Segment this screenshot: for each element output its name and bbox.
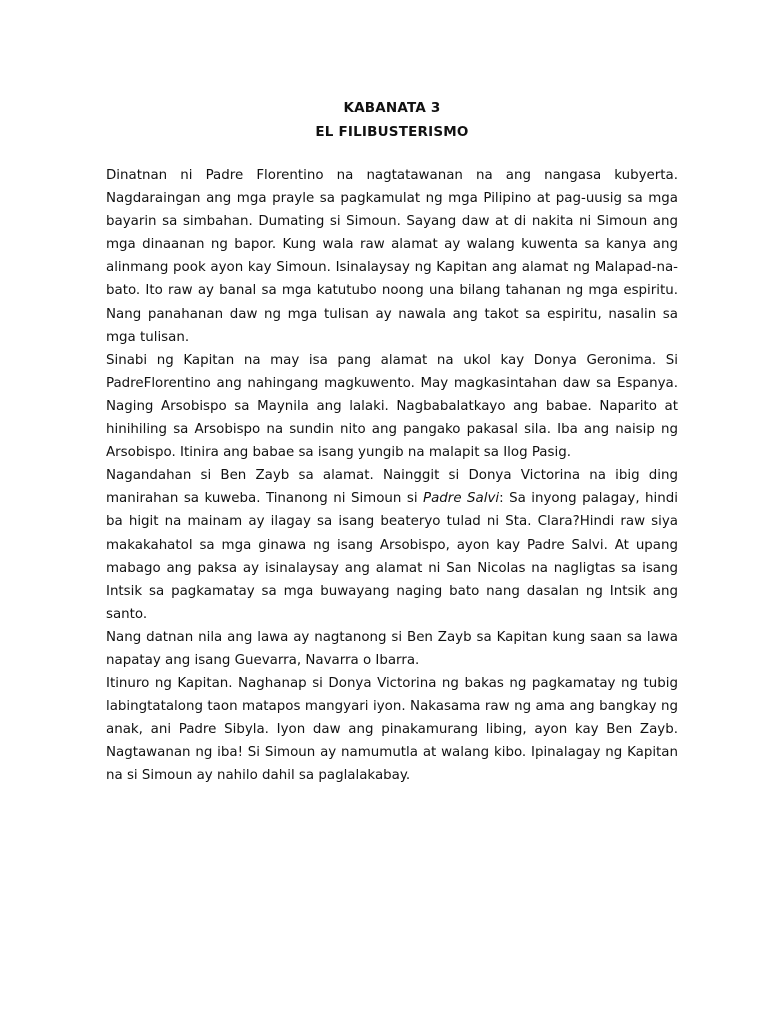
book-title: EL FILIBUSTERISMO bbox=[315, 124, 469, 140]
paragraph-1: Dinatnan ni Padre Florentino na nagtatawanan na ang nangasa kubyerta. Nagdaraingan ang mga prayle sa pagkamulat ng mga Pilipino at pag-uusig sa mga bayarin sa simbahan. Dumating si Simoun. Sayang daw at di nakita ni Simoun ang mga dinaanan ng bapor. Kung wala raw alamat ay walang kuwenta sa kanya ang alinmang pook ayon kay Simoun. Isinalaysay ng Kapitan ang alamat ng Malapad-na-bato. Ito raw ay banal sa mga katutubo noong una bilang tahanan ng mga espiritu. Nang panahanan daw ng mga tulisan ay nawala ang takot sa espiritu, nasalin sa mga tulisan. bbox=[106, 168, 678, 345]
paragraph-4: Nang datnan nila ang lawa ay nagtanong si Ben Zayb sa Kapitan kung saan sa lawa napatay ang isang Guevarra, Navarra o Ibarra. bbox=[106, 629, 678, 668]
paragraph-5: Itinuro ng Kapitan. Naghanap si Donya Victorina ng bakas ng pagkamatay ng tubig labingtatalong taon matapos mangyari iyon. Nakasama raw ng ama ang bangkay ng anak, ani Padre Sibyla. Iyon daw ang pinakamurang libing, ayon kay Ben Zayb. Nagtawanan ng iba! Si Simoun ay namumutla at walang kibo. Ipinalagay ng Kapitan na si Simoun ay nahilo dahil sa paglalakabay. bbox=[106, 676, 678, 784]
paragraph-2: Sinabi ng Kapitan na may isa pang alamat na ukol kay Donya Geronima. Si PadreFlorentino ang nahingang magkuwento. May magkasintahan daw sa Espanya. Naging Arsobispo sa Maynila ang lalaki. Nagbabalatkayo ang babae. Naparito at hinihiling sa Arsobispo na sundin nito ang pangako pakasal sila. Iba ang naisip ng Arsobispo. Itinira ang babae sa isang yungib na malapit sa Ilog Pasig. bbox=[106, 352, 678, 461]
paragraph-3-start: Nagandahan si Ben Zayb sa alamat. Nainggit si Donya Victorina na ibig ding manirahan sa kuweba. Tinanong ni Simoun si bbox=[106, 468, 678, 507]
document-page bbox=[106, 96, 678, 788]
paragraph-3-end: : Sa inyong palagay, hindi ba higit na mainam ay ilagay sa isang beateryo tulad ni Sta. Clara?Hindi raw siya makakahatol sa mga ginawa ng isang Arsobispo, ayon kay Padre Salvi. At upang mabago ang paksa ay isinalaysay ang alamat ni San Nicolas na nagligtas sa isang Intsik sa pagkamatay sa mga buwayang naging bato nang dasalan ng Intsik ang santo. bbox=[106, 491, 678, 622]
chapter-title: KABANATA 3 bbox=[343, 100, 441, 116]
paragraph-3-italic-name: Padre Salvi bbox=[423, 491, 500, 507]
document-heading bbox=[106, 96, 678, 144]
paragraph-3 bbox=[106, 464, 678, 626]
document-body bbox=[106, 164, 678, 788]
